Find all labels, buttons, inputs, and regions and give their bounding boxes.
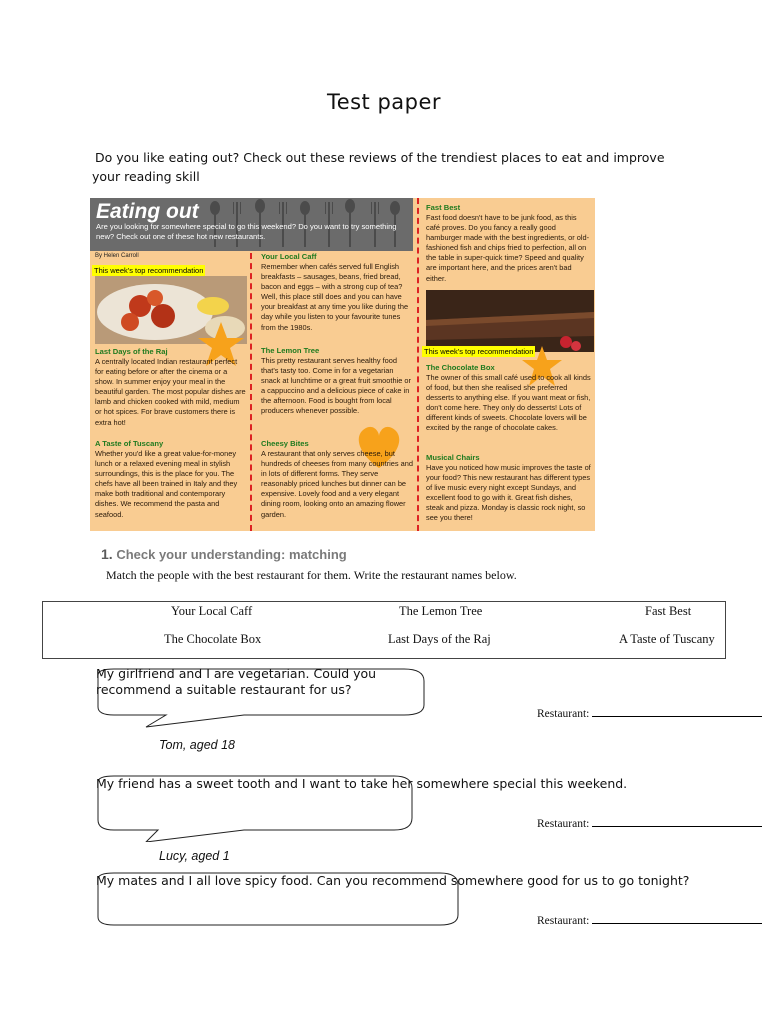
bubble-text: My friend has a sweet tooth and I want to take her somewhere special this weekend. bbox=[96, 776, 628, 791]
tuscany-heading: A Taste of Tuscany bbox=[95, 439, 164, 448]
fastbest-heading: Fast Best bbox=[426, 203, 461, 212]
name-option: Last Days of the Raj bbox=[388, 632, 491, 646]
header-subtitle: Are you looking for somewhere special to go this weekend? Do you want to try something new? Check out one of these hot new restaurants. bbox=[96, 222, 397, 241]
bubble-text: My mates and I all love spicy food. Can you recommend somewhere good for us to go tonight? bbox=[96, 873, 690, 888]
byline: By Helen Carroll bbox=[95, 253, 139, 259]
restaurant-answer[interactable]: Restaurant: bbox=[537, 815, 762, 830]
name-option: Fast Best bbox=[645, 604, 692, 618]
restaurant-answer[interactable]: Restaurant: bbox=[537, 912, 762, 927]
name-option: A Taste of Tuscany bbox=[619, 632, 715, 646]
caff-heading: Your Local Caff bbox=[261, 252, 317, 261]
name-option: The Chocolate Box bbox=[164, 632, 262, 646]
bubble-text: My girlfriend and I are vegetarian. Could you recommend a suitable restaurant for us? bbox=[96, 666, 377, 697]
restaurant-names-box bbox=[42, 601, 726, 659]
chocolate-heading: The Chocolate Box bbox=[426, 363, 495, 372]
fastbest-text: Fast food doesn't have to be junk food, as this café proves. Do you fancy a really good hamburger made with the best ingredients, or old-fashioned fish and chips fried to perfection, all on the table in super-quick time? Speed and quality are important here, and the prices aren't bad either. bbox=[426, 213, 590, 283]
caff-text: Remember when cafés served full English breakfasts – sausages, beans, fried bread, bacon and eggs – with a strong cup of tea? Well, this place still does and you can have your breakfast at any time you like during the day while you listen to your favourite tunes from the 1980s. bbox=[261, 262, 409, 332]
header-banner bbox=[90, 198, 413, 251]
tuscany-text: Whether you'd like a great value-for-money lunch or a relaxed evening meal in stylish surroundings, this is the place for you. The chefs have all been trained in Italy and they make both traditional and contemporary dishes. We recommend the pasta and seafood. bbox=[95, 449, 238, 519]
chocolate-text: The owner of this small café used to cook all kinds of food, but then she realised she preferred desserts to anything else. If you want meat or fish, don't come here. They only do desserts! Lots of different kinds of sweets. Chocolate lovers will be excited by the range of chocolate cakes. bbox=[426, 373, 591, 433]
cake-photo bbox=[426, 290, 594, 352]
lemon-heading: The Lemon Tree bbox=[261, 346, 320, 355]
cheesy-text: A restaurant that only serves cheese, but hundreds of cheeses from many countries and in lots of different forms. They serve reasonably priced lunches but dinner can be expensive. Lovely food and a very elegant dining room, looking onto an amazing flower garden. bbox=[261, 449, 414, 519]
header-title: Eating out bbox=[96, 200, 199, 223]
musical-text: Have you noticed how music improves the taste of your food? This new restaurant has different types of live music every night except Sundays, and excellent food to go with it. Great fish dishes, steak and pizza. Monday is classic rock night, so see you there! bbox=[426, 463, 591, 523]
top-recommendation-badge: This week's top recommendation bbox=[424, 347, 534, 356]
person-label: Lucy, aged 1 bbox=[159, 849, 230, 863]
cheesy-heading: Cheesy Bites bbox=[261, 439, 309, 448]
raj-text: A centrally located Indian restaurant perfect for eating before or after the cinema or a show. In summer enjoy your meal in the beautiful garden. The most popular dishes are lamb and chicken cooked with mild, medium or hot spices. For brave customers there is extra hot! bbox=[95, 357, 246, 427]
lemon-text: This pretty restaurant serves healthy food that's tasty too. Come in for a vegetarian snack at lunchtime or a great fruit smoothie or a cappuccino and a delicious piece of cake in the afternoon. Food is bought from local producers whenever possible. bbox=[261, 356, 411, 416]
column-divider bbox=[250, 253, 252, 531]
restaurant-answer[interactable]: Restaurant: bbox=[537, 705, 762, 720]
top-recommendation-badge: This week's top recommendation bbox=[94, 266, 204, 275]
musical-heading: Musical Chairs bbox=[426, 453, 480, 462]
page-title: Test paper bbox=[326, 90, 442, 114]
task-title: 1. Check your understanding: matching bbox=[101, 546, 347, 562]
raj-heading: Last Days of the Raj bbox=[95, 347, 168, 356]
intro-text: Do you like eating out? Check out these reviews of the trendiest places to eat and improve your reading skill bbox=[92, 150, 665, 184]
column-divider bbox=[417, 198, 419, 531]
name-option: The Lemon Tree bbox=[399, 604, 483, 618]
name-option: Your Local Caff bbox=[171, 604, 253, 618]
magazine-panel bbox=[90, 198, 595, 531]
person-label: Tom, aged 18 bbox=[159, 738, 235, 752]
task-instruction: Match the people with the best restaurant for them. Write the restaurant names below. bbox=[106, 568, 517, 582]
